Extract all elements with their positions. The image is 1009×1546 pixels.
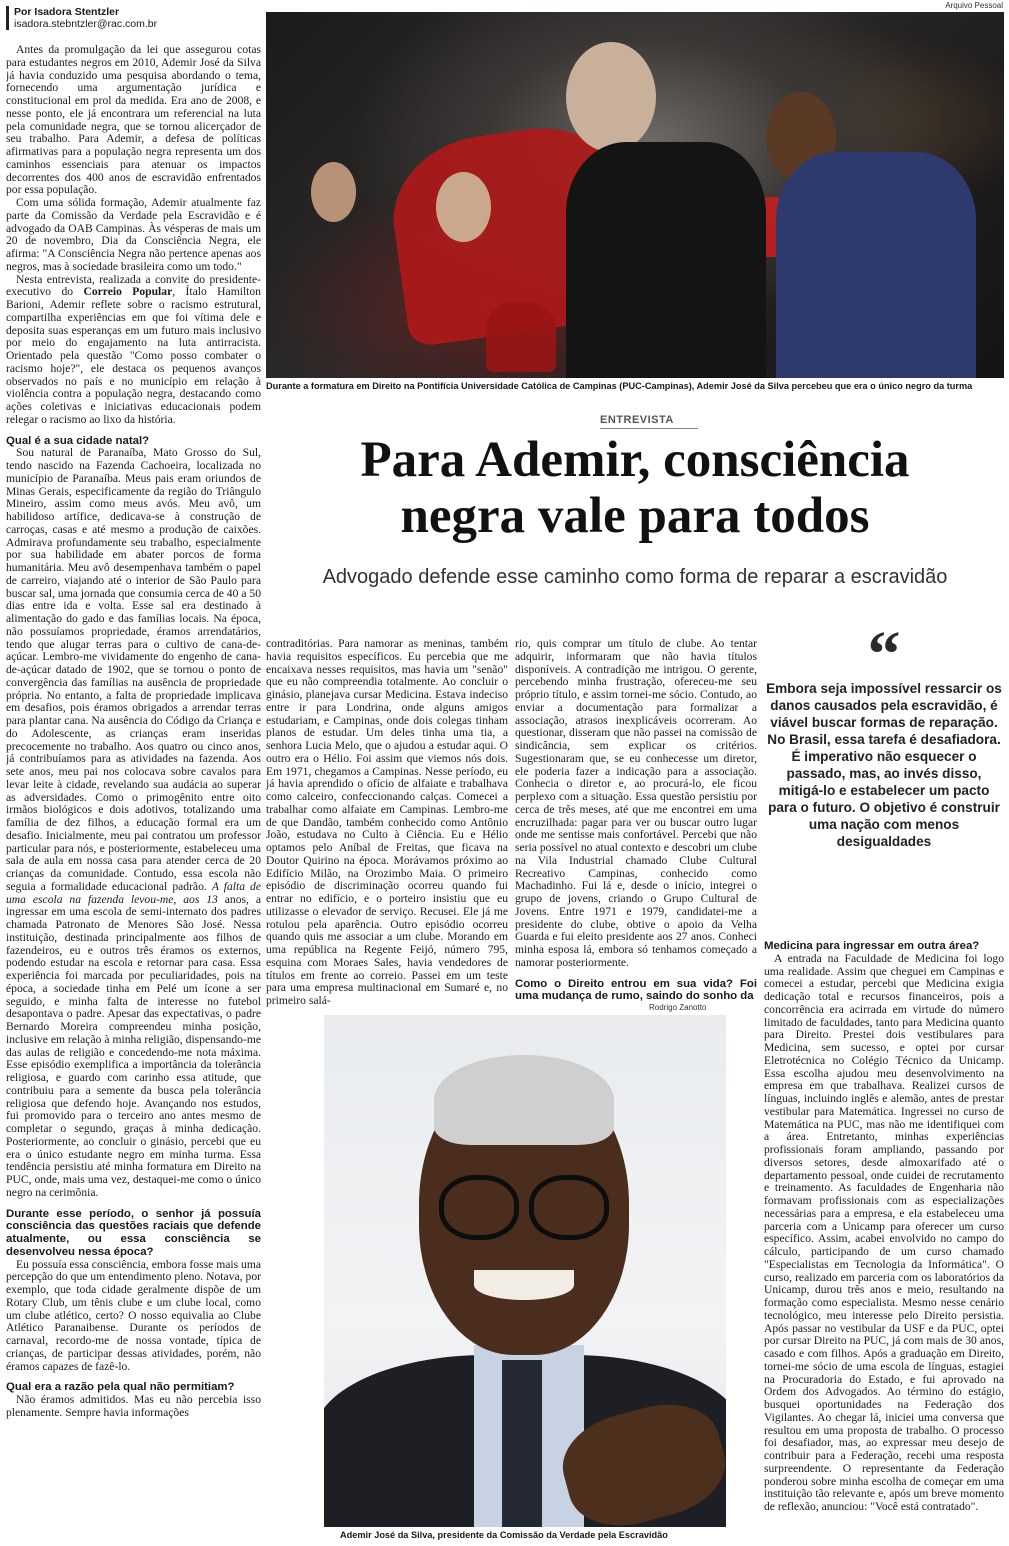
- byline: [6, 6, 270, 30]
- headline-line: negra vale para todos: [400, 488, 870, 544]
- photo-caption: Durante a formatura em Direito na Pontifícia Universidade Católica de Campinas (PUC-Campinas), Ademir José da Silva percebeu que era o único negro da turma: [266, 381, 973, 391]
- paragraph: Eu possuía essa consciência, embora fosse mais uma percepção do que um entendimento pleno. Notava, por exemplo, que toda cidade geralmente dispõe de um Rotary Club, um tênis clube e um clube local, como um clube atlético, certo? O nosso equivalia ao Clube Atlético Paranaibense. Durante os períodos de carnaval, recordo-me de nossa vontade, típica de crianças, de participar dessas atividades, porém, não éramos capazes de fazê-lo.: [6, 1257, 261, 1373]
- paragraph: Com uma sólida formação, Ademir atualmente faz parte da Comissão da Verdade pela Escravidão e é advogado da OAB Campinas. Às vésperas de mais um 20 de novembro, Dia da Consciência Negra, ele afirma: "A Consciência Negra não pertence apenas aos negros, mas à sociedade brasileira como um todo.": [6, 196, 261, 273]
- interview-question: Durante esse período, o senhor já possuía consciência das questões raciais que defende atualmente, ou essa consciência se desenvolveu nessa época?: [6, 1207, 261, 1258]
- paragraph: Nesta entrevista, realizada a convite do presidente-executivo do Correio Popular, Ítalo Hamilton Barioni, Ademir reflete sobre o racismo estrutural, compartilha experiências em que foi vítima dele e deposita suas esperanças em um futuro mais inclusivo por meio do engajamento na luta antirracista. Orientado pela questão "Como posso combater o racismo hoje?", ele destaca os pequenos avanços observados no país e no município em relação à violência contra a população negra, destacando como ações coletivas e iniciativas educacionais podem relegar o racismo ao lixo da história.: [6, 272, 261, 426]
- article-column-1: [6, 44, 261, 1544]
- pull-quote: [764, 618, 1004, 850]
- interview-question: Medicina para ingressar em outra área?: [764, 940, 980, 952]
- interview-question: Como o Direito entrou em sua vida? Foi uma mudança de rumo, saindo do sonho da: [515, 977, 757, 1003]
- section-tag: ENTREVISTA: [600, 414, 674, 426]
- paragraph: Sou natural de Paranaíba, Mato Grosso do Sul, tendo nascido na Fazenda Cachoeira, localizada no município de Paranaíba. Meus pais eram oriundos de Minas Gerais, especificamente da região do Triângulo Mineiro, assim como meus avós. Meu avô, um habilidoso artífice, dedicava-se à construção de carroças, casas e até mesmo a produção de caixões. Admirava profundamente seu trabalho, especialmente por sua habilidade em abater porcos de forma humanitária. Meu avô desempenhava também o papel de carreiro, viajando até o interior de São Paulo para buscar sal, uma jornada que consumia cerca de 40 a 50 dias entre ida e volta. Esse sal era destinado à alimentação do gado e das famílias locais. Na época, não possuíamos propriedade, éramos arrendatários, tendo que alugar terras para o cultivo de cana-de-açúcar. Lembro-me vividamente do engenho de cana-de-açúcar datado de 1902, que se tornou o ponto de convergência das famílias na ausência de propriedade própria. No entanto, a falta de propriedade implicava em desafios, pois éramos obrigados a arrendar terras para plantar cana. Na ausência do Código da Criança e do Adolescente, as crianças eram inseridas precocemente no trabalho. Aos quatro ou cinco anos, já contribuíamos para as atividades na fazenda. Aos sete anos, meu pai nos colocava sobre cavalos para levar leite à cidade, revelando sua audácia ao superar as adversidades. Como o primogênito entre oito irmãos biológicos e dois adotivos, totalizando uma família de dez filhos, a educação formal era um desafio. Inicialmente, meu pai contratou um professor particular para nós, e posteriormente, estabeleceu uma sala de aula em nossa casa para atender cerca de 20 crianças da comunidade. Contudo, essa escola não seguia a formalidade educacional padrão. A falta de uma escola na fazenda levou-me, aos 13 anos, a ingressar em uma escola de semi-internato dos padres chamada Patronato de Menores São José. Nessa instituição, destinada principalmente aos filhos de fazendeiros, eu e outros três éramos os externos, podendo estudar na escola e retornar para casa. Essa experiência foi marcada por peculiaridades, pois na época, a sociedade tinha em Pelé um ícone a ser seguido, e minha falta de interesse no futebol desapontava o padre. Apesar das expectativas, o padre Bernardo Moreira compreendeu minha posição, inclusive em relação à minha religião, dispensando-me das aulas de religião e concedendo-me nota máxima. Esse episódio exemplifica a importância da tolerância religiosa, e guardo com carinho essa atitude, que contribuiu para a semente da busca pela tolerância religiosa que defendo hoje. Avançando nos estudos, fui promovido para o terceiro ano antes mesmo de completar o segundo, graças à minha dedicação. Posteriormente, ao concluir o ginásio, percebi que eu era o único estudante negro em minha turma. Essa tendência persistiu até minha formatura em Direito na PUC, onde, mais uma vez, destaquei-me como o único negro na cerimônia.: [6, 446, 261, 1199]
- paragraph: A entrada na Faculdade de Medicina foi logo uma realidade. Assim que cheguei em Campinas e comecei a estudar, percebi que Medicina exigia dedicação total e recursos financeiros, pois a concorrência era acirrada em virtude do número limitado de faculdades, tanto para Medicina quanto para Direito. Prestei dois vestibulares para Medicina, sem sucesso, e optei por cursar Eletrotécnica no Colégio Técnico da Unicamp. Essa escolha ajudou meu desenvolvimento na empresa em que trabalhava. Realizei cursos de línguas, incluindo inglês e alemão, antes de prestar vestibular para Matemática. Ingressei no curso de Matemática na PUC, mas não me identifiquei com a área. Entretanto, minhas experiências profissionais foram ampliando, passando por diversos setores, desde almoxarifado até o departamento pessoal, onde cuidei de recrutamento e treinamento. As faculdades de Engenharia não formavam profissionais com as especializações necessárias para a empresa, e ela estabeleceu uma parceria com a Unicamp para oferecer um curso específico. Assim, acabei envolvido no campo do cálculo, participando de um curso chamado "Especialistas em Tecnologia da Informática". O curso, realizado em parceria com os laboratórios da Unicamp, durou três anos e meio, resultando na formação como especialista. Mesmo nesse cenário tecnológico, meu interesse pelo Direito persistia. Após passar no vestibular da USF e da PUC, optei por cursar Direito na PUC, já com mais de 30 anos, casado e com filhos. Após a graduação em Direito, tornei-me sócio de uma escola de línguas, estagiei na Procuradoria do Estado, e fui aprovado na Ordem dos Advogados. Ao término do estágio, busquei oportunidades na Federação dos Vigilantes. Ao chegar lá, iniciei uma conversa que resultou em uma proposta de trabalho. O processo foi desafiador, mas, ao expressar meu desejo de contribuir para a Federação, recebi uma resposta surpreendente. O representante da Federação ponderou sobre minha escolha de começar em uma instituição tão relevante e, após um breve momento de reflexão, anunciou: "Você está contratado".: [764, 951, 1004, 1513]
- article-column-2: [266, 638, 508, 1008]
- paragraph: contraditórias. Para namorar as meninas, também havia requisitos específicos. Eu percebia que me encaixava nesses requisitos, mas havia um "senão" que eu não compreendia totalmente. Ao concluir o ginásio, planejava cursar Medicina. Estava indeciso entre ir para Londrina, onde alguns amigos estudariam, e Campinas, onde dois colegas tinham planos de estudar. Um deles tinha uma tia, a senhora Lucia Melo, que o ajudou a estudar aqui. O outro era o Hélio. Foi assim que viemos nós dois. Em 1971, chegamos a Campinas. Nesse período, eu já havia aprendido o ofício de alfaiate e trabalhava como calceiro, confeccionando calças. Comecei a trabalhar como alfaiate em Campinas. Lembro-me de que Dandão, também conhecido como Antônio João, estudava no Culto à Ciência. Eu e Hélio optamos pelo Aníbal de Freitas, que ficava na Doutor Quirino na época. Morávamos próximo ao Edifício Milão, na Orozimbo Maia. O primeiro episódio de discriminação ocorreu quando fui entrar no edifício, e o porteiro insistiu que eu utilizasse o elevador de serviço. Recusei. Ele já me rotulou pela aparência. Outro episódio ocorreu quando quis me associar a um clube. Morando em uma república na Regente Feijó, número 795, esquina com Moraes Sales, havia vendedores de títulos em frente ao correio. Passei em um teste para uma empresa multinacional em Sumaré e, no primeiro salá-: [266, 637, 508, 1007]
- photo-credit: Rodrigo Zanotto: [649, 1003, 707, 1012]
- paragraph: rio, quis comprar um título de clube. Ao tentar adquirir, informaram que não havia títulos disponíveis. A contradição me intrigou. O gerente, percebendo minha frustração, ofereceu-me seu próprio título, e assim tornei-me sócio. Contudo, ao enviar a documentação para formalizar a associação, atrasos inexplicáveis ocorreram. Ao questionar, disseram que não passei na comissão de sindicância, sem explicar os critérios. Sugestionaram que, se eu conhecesse um diretor, ele poderia fazer a indicação para a associação. Conhecia o diretor e, ao procurá-lo, ele ficou perplexo com a situação. Essa questão persistiu por cerca de três meses, até que me encontrei em uma encruzilhada: pagar para ver ou buscar outro lugar onde me sentisse mais confortável. Percebi que não seria possível no atual contexto e descobri um clube na Vila Industrial chamado Clube Cultural Recreativo Campinas, conhecido como Machadinho. Fui lá e, desde o início, integrei o grupo de jovens, criando o Grupo Cultural de Jovens. Entre 1971 e 1979, candidatei-me a presidente do clube, obtive o apoio da Velha Guarda e fui eleito presidente aos 27 anos. Conheci minha esposa lá, embora só tenhamos começado a namorar posteriormente.: [515, 637, 757, 969]
- interview-question: Qual era a razão pela qual não permitiam?: [6, 1381, 235, 1394]
- byline-author: Por Isadora Stentzler: [14, 6, 120, 18]
- article-column-4: [764, 940, 1004, 1540]
- subheadline: Advogado defende esse caminho como forma de reparar a escravidão: [322, 566, 948, 588]
- photo-caption: Ademir José da Silva, presidente da Comissão da Verdade pela Escravidão: [340, 1530, 668, 1540]
- highlight-italic: A falta de uma escola na fazenda levou-me, aos 13: [6, 879, 261, 906]
- headline: [266, 432, 1004, 544]
- article-column-3: [515, 638, 757, 1003]
- paragraph: Não éramos admitidos. Mas eu não percebia isso plenamente. Sempre havia informações: [6, 1393, 261, 1419]
- byline-email[interactable]: isadora.stebntzler@rac.com.br: [14, 18, 158, 30]
- portrait-photo: [324, 1015, 726, 1527]
- graduation-photo: [266, 12, 1004, 378]
- interview-question: Qual é a sua cidade natal?: [6, 434, 150, 447]
- paragraph: Antes da promulgação da lei que assegurou cotas para estudantes negros em 2010, Ademir José da Silva já havia conduzido uma pesquisa abordando o tema, fornecendo uma argumentação jurídica e constitucional em prol da medida. Era ano de 2008, e nesse ponto, ele já encontrara um referencial na luta pela comunidade negra, que se tornou alicerçador de seu trabalho. Para Ademir, a defesa de políticas afirmativas para a população negra representa um dos caminhos essenciais para atenuar os impactos decorrentes dos 400 anos de escravidão enfrentados por essa população.: [6, 44, 261, 197]
- quote-mark-icon: “: [867, 618, 901, 691]
- pull-quote-text: Embora seja impossível ressarcir os danos causados pela escravidão, é viável buscar formas de reparação. No Brasil, essa tarefa é desafiadora. É imperativo não esquecer o passado, mas, ao invés disso, mitigá-lo e estabelecer um pacto para o futuro. O objetivo é construir uma nação com menos desigualdades: [766, 681, 1002, 849]
- newspaper-name: Correio Popular: [83, 285, 173, 299]
- headline-line: Para Ademir, consciência: [360, 432, 910, 488]
- photo-credit: Arquivo Pessoal: [945, 1, 1003, 10]
